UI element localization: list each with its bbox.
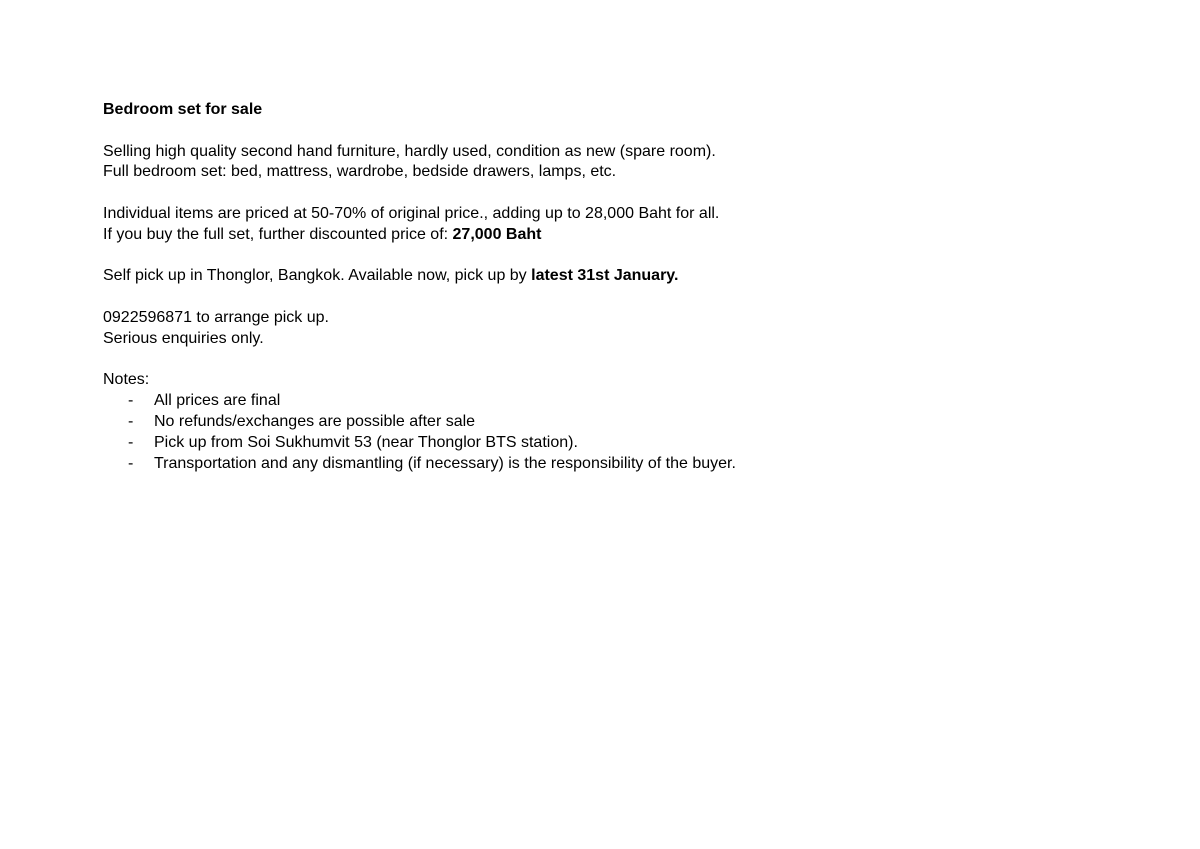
list-item (103, 412, 1103, 433)
spacer (103, 121, 1103, 142)
spacer (103, 287, 1103, 308)
pickup-deadline: latest 31st January. (531, 267, 679, 285)
list-item (103, 433, 1103, 454)
pickup-line (103, 266, 1103, 287)
pricing-line-2 (103, 225, 1103, 246)
notes-heading: Notes: (103, 371, 150, 389)
intro-line-1: Selling high quality second hand furniture, hardly used, condition as new (spare room). (103, 142, 716, 160)
bullet-dash: - (128, 433, 134, 451)
pricing-line-1: Individual items are priced at 50-70% of original price., adding up to 28,000 Baht for all. (103, 204, 720, 222)
intro-line-2: Full bedroom set: bed, mattress, wardrobe, bedside drawers, lamps, etc. (103, 163, 617, 181)
document-title: Bedroom set for sale (103, 101, 263, 118)
bullet-dash: - (128, 412, 134, 430)
notes-list (103, 391, 1103, 474)
note-text: All prices are final (154, 392, 281, 410)
note-text: Transportation and any dismantling (if necessary) is the responsibility of the buyer. (154, 454, 736, 472)
spacer (103, 183, 1103, 204)
bullet-dash: - (128, 392, 134, 410)
list-item (103, 454, 1103, 475)
contact-line-1: 0922596871 to arrange pick up. (103, 308, 329, 326)
list-item (103, 391, 1103, 412)
note-text: No refunds/exchanges are possible after sale (154, 412, 476, 430)
document-body (103, 100, 1103, 474)
spacer (103, 350, 1103, 371)
full-set-price: 27,000 Baht (452, 225, 542, 243)
pricing-line-2-text: If you buy the full set, further discounted price of: (103, 225, 453, 243)
spacer (103, 246, 1103, 267)
pickup-text: Self pick up in Thonglor, Bangkok. Available now, pick up by (103, 267, 532, 285)
note-text: Pick up from Soi Sukhumvit 53 (near Thonglor BTS station). (154, 433, 578, 451)
contact-line-2: Serious enquiries only. (103, 329, 264, 347)
bullet-dash: - (128, 454, 134, 472)
